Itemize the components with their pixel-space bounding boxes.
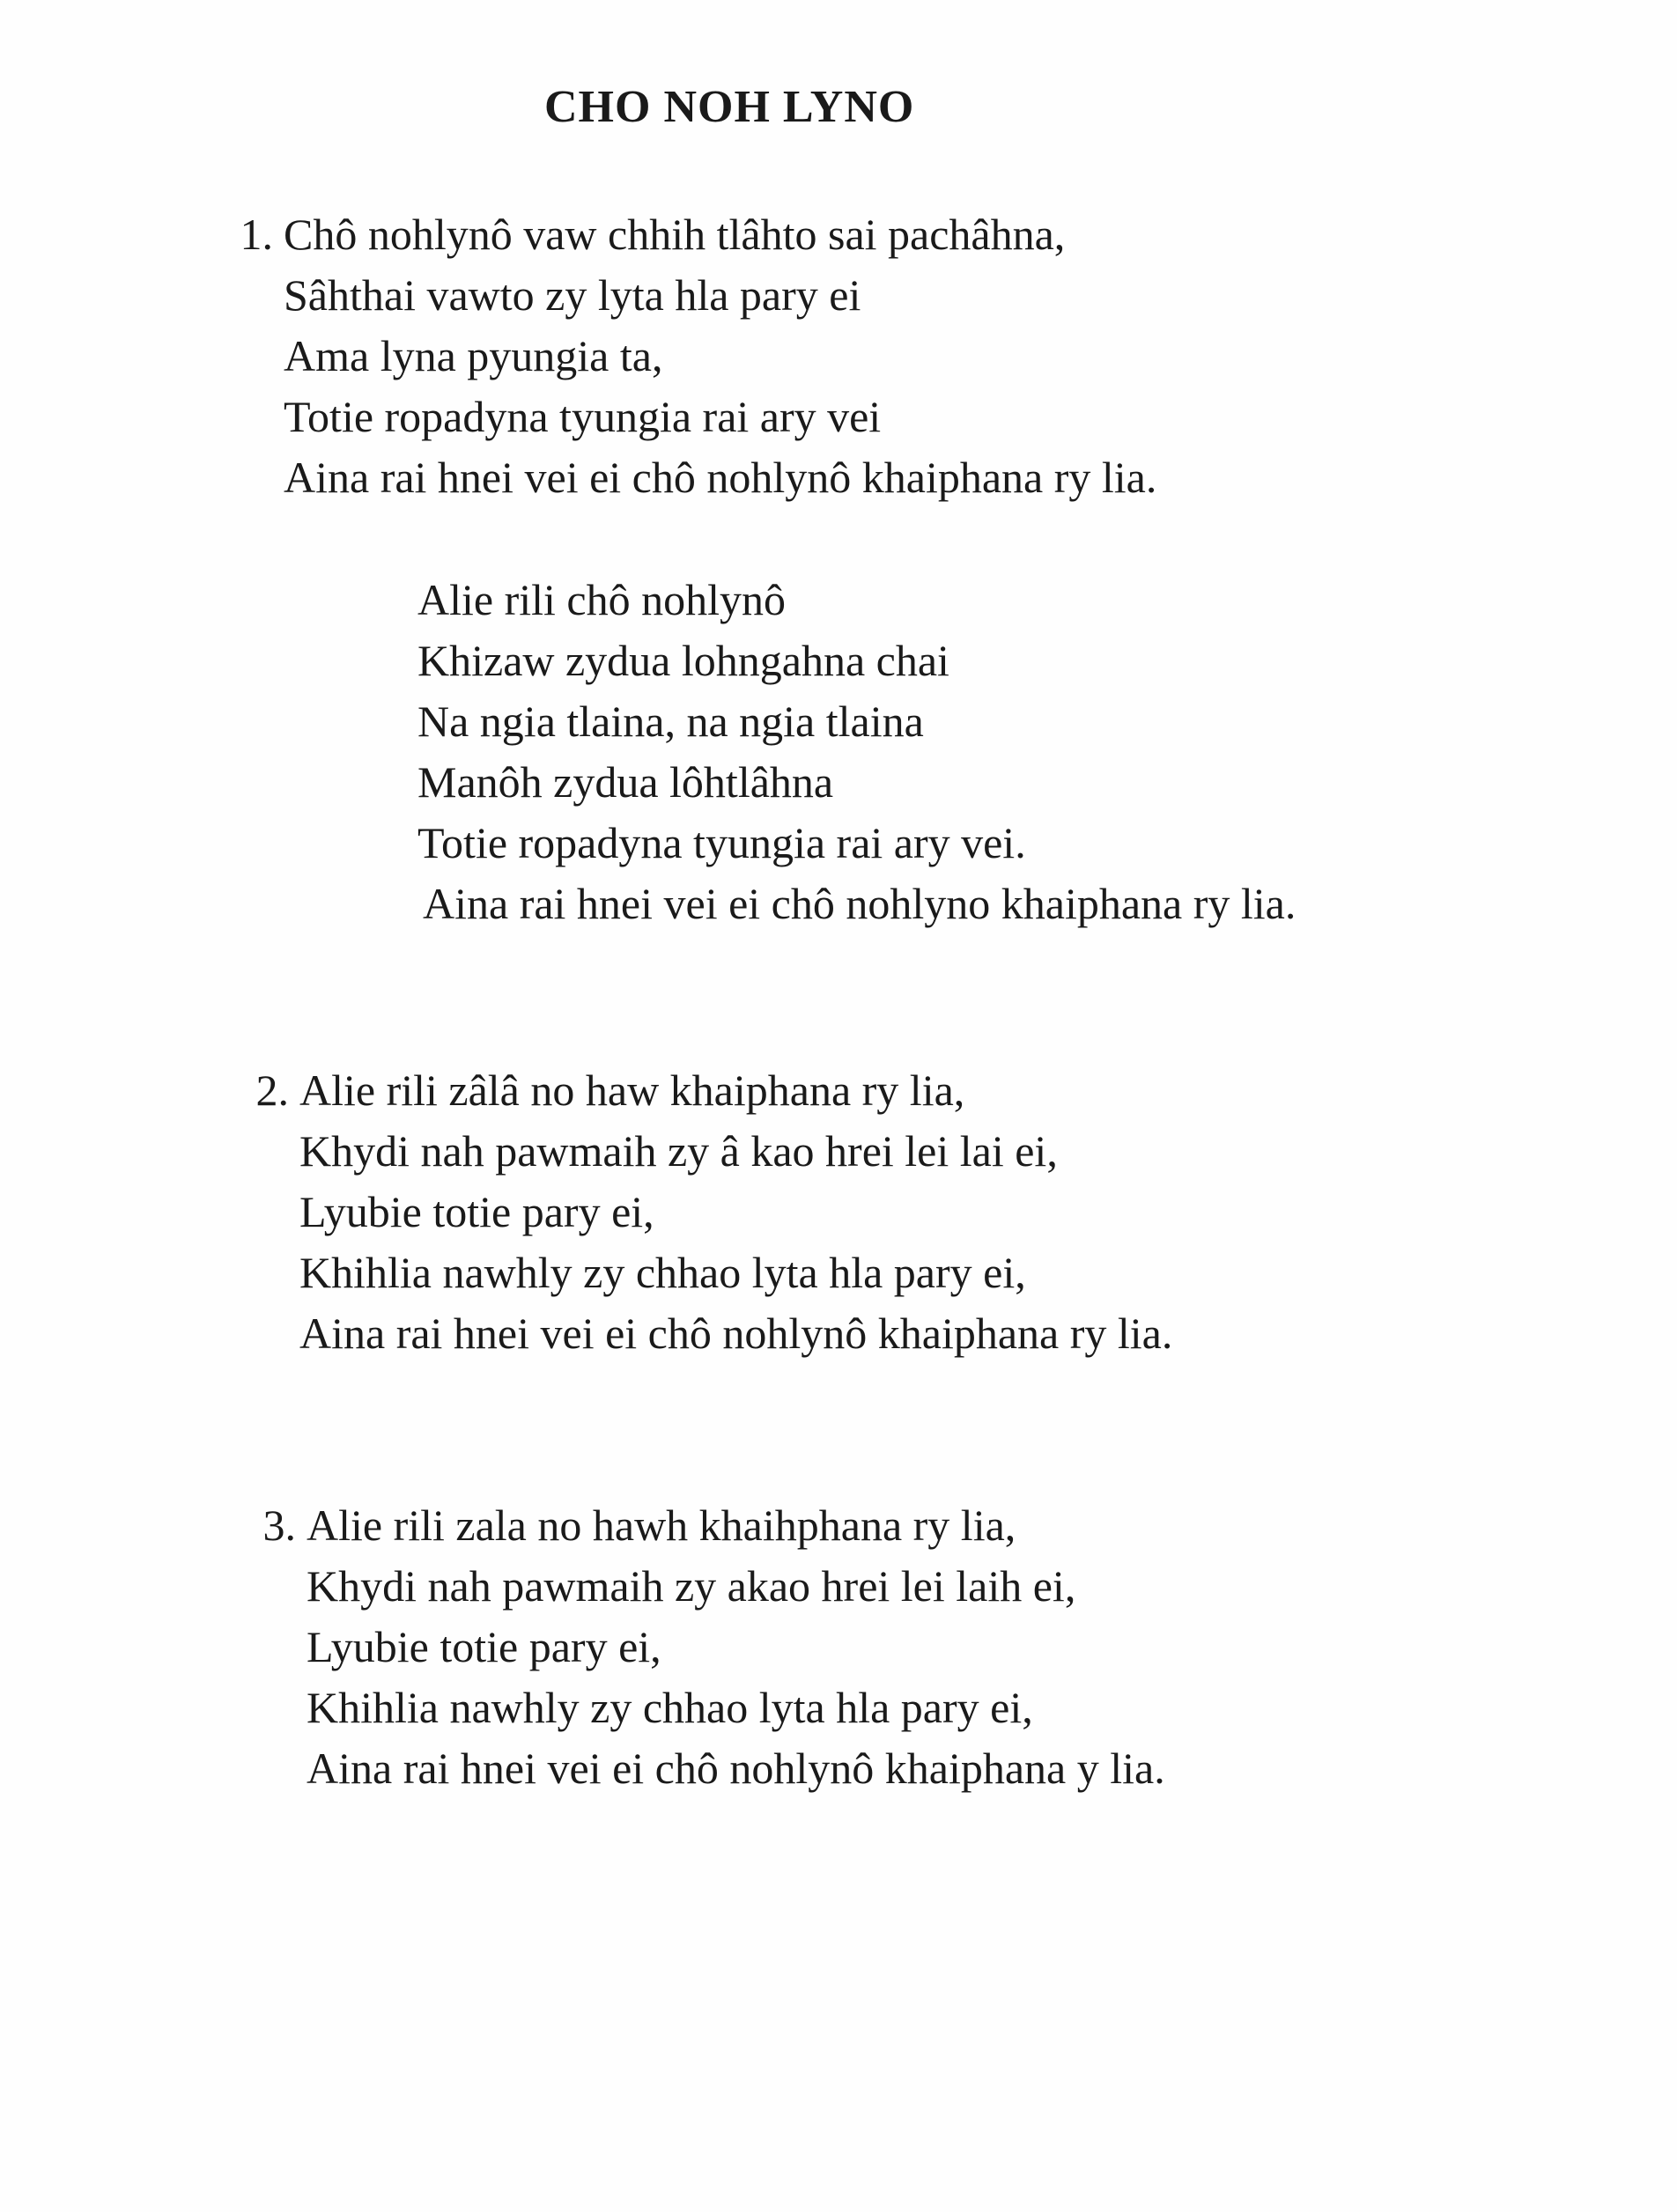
verse-line: Khydi nah pawmaih zy akao hrei lei laih ei, (307, 1561, 1076, 1611)
verse-line: Ama lyna pyungia ta, (284, 331, 663, 380)
verse-line: Lyubie totie pary ei, (299, 1187, 654, 1236)
chorus-line: Manôh zydua lôhtlâhna (417, 757, 834, 807)
verse-line: Aina rai hnei vei ei chô nohlynô khaiphana y lia. (307, 1744, 1165, 1793)
verse-line: Khihlia nawhly zy chhao lyta hla pary ei, (299, 1248, 1026, 1297)
song-title: CHO NOH LYNO (544, 82, 915, 132)
verse-number: 3. (262, 1500, 296, 1550)
verse-number: 2. (255, 1065, 289, 1115)
verse-line: Khihlia nawhly zy chhao lyta hla pary ei, (307, 1683, 1033, 1732)
chorus-line: Totie ropadyna tyungia rai ary vei. (417, 818, 1026, 867)
verse-line: Aina rai hnei vei ei chô nohlynô khaiphana ry lia. (299, 1309, 1173, 1358)
verse-lines (307, 1495, 1165, 1799)
verse-line: Chô nohlynô vaw chhih tlâhto sai pachâhna, (284, 210, 1066, 259)
verse-number: 1. (240, 210, 273, 259)
verse-lines (284, 204, 1156, 508)
verse-line: Totie ropadyna tyungia rai ary vei (284, 392, 882, 441)
chorus-line: Khizaw zydua lohngahna chai (417, 636, 949, 685)
chorus-line: Na ngia tlaina, na ngia tlaina (417, 697, 924, 746)
chorus-line: Aina rai hnei vei ei chô nohlyno khaiphana ry lia. (423, 879, 1297, 928)
verse-line: Alie rili zala no hawh khaihphana ry lia, (307, 1500, 1016, 1550)
verse-line: Khydi nah pawmaih zy â kao hrei lei lai ei, (299, 1126, 1058, 1176)
verse-line: Aina rai hnei vei ei chô nohlynô khaiphana ry lia. (284, 453, 1157, 502)
verse-line: Lyubie totie pary ei, (307, 1622, 661, 1671)
chorus (417, 570, 1296, 934)
verse-line: Alie rili zâlâ no haw khaiphana ry lia, (299, 1065, 965, 1115)
verse-lines (299, 1060, 1172, 1364)
verse-line: Sâhthai vawto zy lyta hla pary ei (284, 270, 861, 320)
chorus-line: Alie rili chô nohlynô (417, 575, 786, 624)
